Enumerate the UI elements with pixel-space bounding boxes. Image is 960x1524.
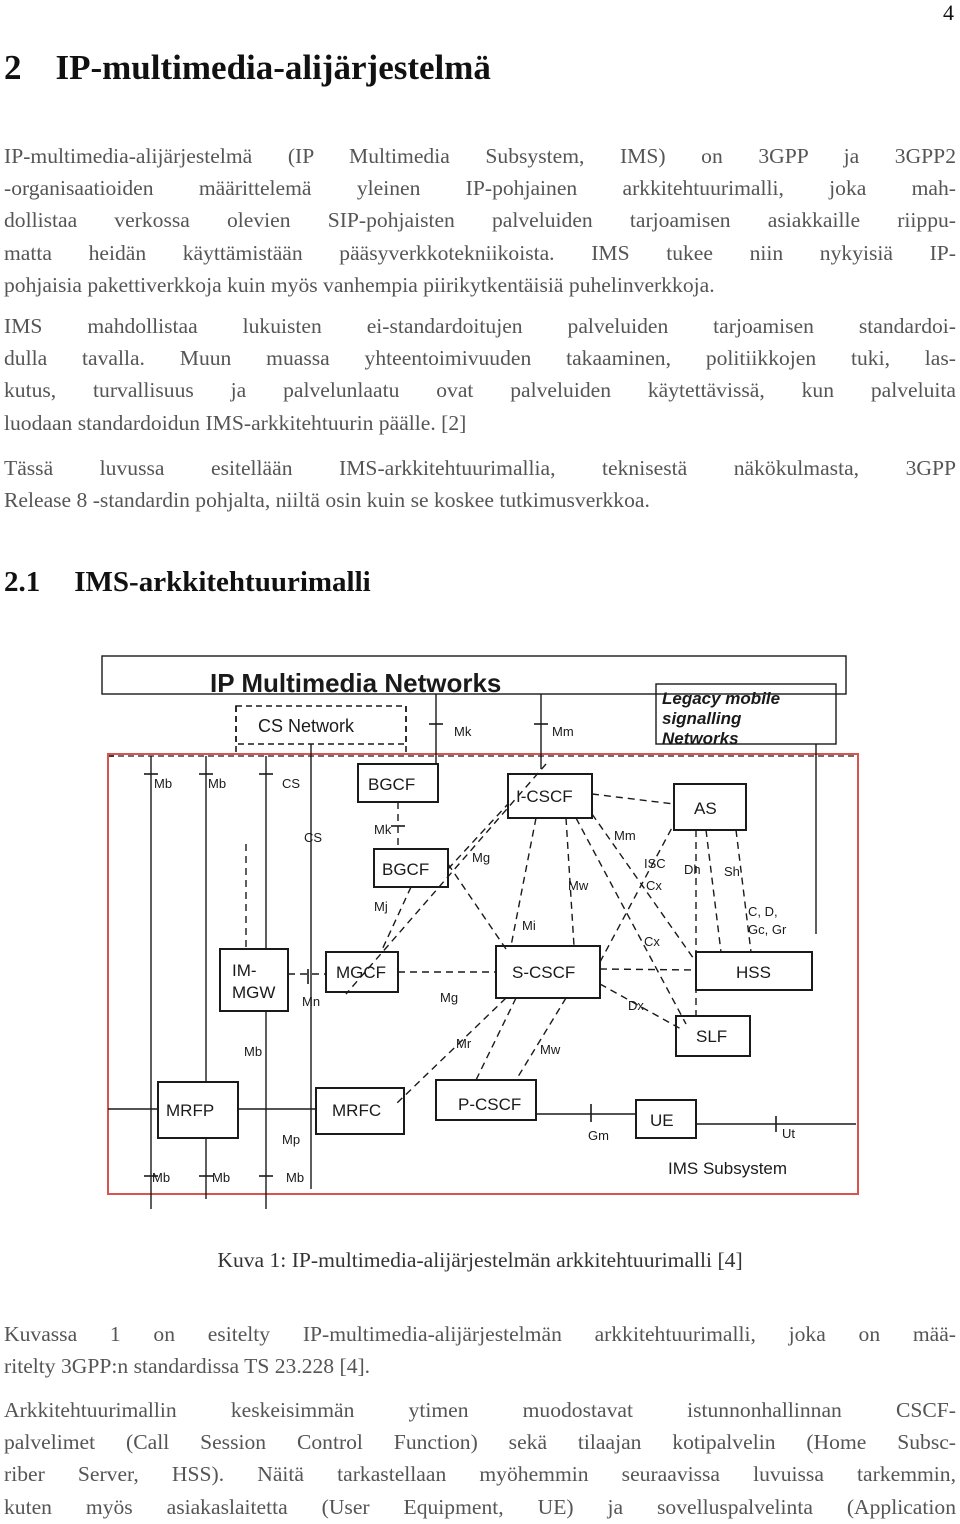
body-paragraph-2 — [4, 1394, 956, 1523]
if-dx: Dx — [628, 998, 644, 1013]
if-mr: Mr — [456, 1036, 472, 1051]
figure-caption: Kuva 1: IP-multimedia-alijärjestelmän arkkitehtuurimalli [4] — [217, 1248, 743, 1272]
intro-paragraph-2 — [4, 310, 956, 439]
imgw-box-line-2: MGW — [232, 983, 276, 1002]
section-number: 2 — [4, 48, 22, 87]
text-line: -organisaatioiden määrittelemä yleinen IP-pohjainen arkkitehtuurimalli, joka mah- — [4, 176, 956, 201]
if-mb-5: Mb — [212, 1170, 231, 1185]
legacy-label-3: Networks — [662, 729, 739, 748]
if-mj: Mj — [374, 899, 388, 914]
scscf-box: S-CSCF — [512, 963, 576, 982]
if-mk-2: Mk — [374, 822, 392, 837]
subsection-heading — [4, 566, 371, 599]
mrfc-box: MRFC — [332, 1101, 382, 1120]
text-line: IP-multimedia-alijärjestelmä (IP Multimedia Subsystem, IMS) on 3GPP ja 3GPP2 — [4, 144, 956, 168]
text-line: palvelimet (Call Session Control Function) sekä tilaajan kotipalvelin (Home Subsc- — [4, 1430, 956, 1455]
if-mk-top: Mk — [454, 724, 472, 739]
slf-box: SLF — [696, 1027, 728, 1046]
subsection-title: IMS-arkkitehtuurimalli — [74, 566, 371, 598]
if-cx-1: Cx — [646, 878, 662, 893]
if-mg-1: Mg — [472, 850, 491, 865]
page-number: 4 — [943, 0, 954, 25]
if-gm: Gm — [588, 1128, 609, 1143]
if-cx-2: Cx — [644, 934, 660, 949]
text-line: Arkkitehtuurimallin keskeisimmän ytimen muodostavat istunnonhallinnan CSCF- — [4, 1398, 956, 1422]
if-mi: Mi — [522, 918, 536, 933]
intro-paragraph-3 — [4, 452, 956, 516]
hss-box: HSS — [736, 963, 771, 982]
bgcf-box-2: BGCF — [382, 860, 430, 879]
text-line: dulla tavalla. Muun muassa yhteentoimivuuden takaaminen, politiikkojen tuki, las- — [4, 346, 956, 371]
text-line: pohjaisia pakettiverkkoja kuin myös vanhempia piirikytkentäisiä puhelinverkkoja. — [4, 272, 715, 297]
if-mb-2: Mb — [208, 776, 227, 791]
legacy-label-2: signalling — [662, 709, 742, 728]
if-isc: ISC — [644, 856, 666, 871]
if-mn: Mn — [302, 994, 321, 1009]
pcscf-box: P-CSCF — [458, 1095, 522, 1114]
text-line: Tässä luvussa esitellään IMS-arkkitehtuurimallia, teknisestä näkökulmasta, 3GPP — [4, 456, 956, 480]
if-mp: Mp — [282, 1132, 301, 1147]
if-gcgr: Gc, Gr — [748, 922, 787, 937]
if-cdgc: C, D, — [748, 904, 778, 919]
ims-subsystem-label: IMS Subsystem — [668, 1159, 788, 1178]
text-line: riber Server, HSS). Näitä tarkastellaan myöhemmin seuraavissa luvuissa tarkemmin, — [4, 1462, 956, 1487]
if-mm-top: Mm — [552, 724, 574, 739]
text-line: luodaan standardoidun IMS-arkkitehtuurin päälle. [2] — [4, 410, 467, 435]
section-title: IP-multimedia-alijärjestelmä — [55, 48, 491, 87]
if-dh: Dh — [684, 862, 701, 877]
icscf-box: I-CSCF — [516, 787, 573, 806]
text-line: Kuvassa 1 on esitelty IP-multimedia-alijärjestelmän arkkitehtuurimalli, joka on mää- — [4, 1322, 956, 1346]
text-line: kutus, turvallisuus ja palvelunlaatu ovat palveluiden käytettävissä, kun palveluita — [4, 378, 956, 403]
ims-architecture-diagram — [96, 644, 862, 1214]
mgcf-box: MGCF — [336, 963, 387, 982]
section-heading — [4, 48, 491, 88]
diagram-title: IP Multimedia Networks — [210, 668, 502, 698]
if-cs-2: CS — [304, 830, 323, 845]
as-box: AS — [694, 799, 717, 818]
if-mw-2: Mw — [540, 1042, 561, 1057]
body-paragraph-1 — [4, 1318, 956, 1382]
text-line: dollistaa verkossa olevien SIP-pohjaisten palveluiden tarjoamisen asiakkaille riippu- — [4, 208, 956, 233]
if-sh: Sh — [724, 864, 740, 879]
text-line: IMS mahdollistaa lukuisten ei-standardoitujen palveluiden tarjoamisen standardoi- — [4, 314, 956, 338]
legacy-label-1: Legacy mobile — [662, 689, 781, 708]
ue-box: UE — [650, 1111, 674, 1130]
imgw-box-line-1: IM- — [232, 961, 257, 980]
if-mb-4: Mb — [152, 1170, 171, 1185]
if-cs-1: CS — [282, 776, 301, 791]
mrfp-box: MRFP — [166, 1101, 215, 1120]
text-line: matta heidän käyttämistään pääsyverkkotekniikoista. IMS tukee niin nykyisiä IP- — [4, 240, 956, 265]
text-line: ritelty 3GPP:n standardissa TS 23.228 [4]. — [4, 1354, 371, 1379]
if-mw-1: Mw — [568, 878, 589, 893]
if-mm-2: Mm — [614, 828, 636, 843]
if-mb-1: Mb — [154, 776, 173, 791]
if-ut: Ut — [782, 1126, 795, 1141]
subsection-number: 2.1 — [4, 566, 41, 598]
if-mg-2: Mg — [440, 990, 459, 1005]
bgcf-box-1: BGCF — [368, 775, 416, 794]
if-mb-6: Mb — [286, 1170, 305, 1185]
text-line: Release 8 -standardin pohjalta, niiltä osin kuin se koskee tutkimusverkkoa. — [4, 488, 650, 513]
intro-paragraph-1 — [4, 140, 956, 301]
text-line: kuten myös asiakaslaitetta (User Equipment, UE) ja sovelluspalvelinta (Application — [4, 1494, 956, 1519]
cs-network-label: CS Network — [258, 716, 355, 736]
if-mb-3: Mb — [244, 1044, 263, 1059]
